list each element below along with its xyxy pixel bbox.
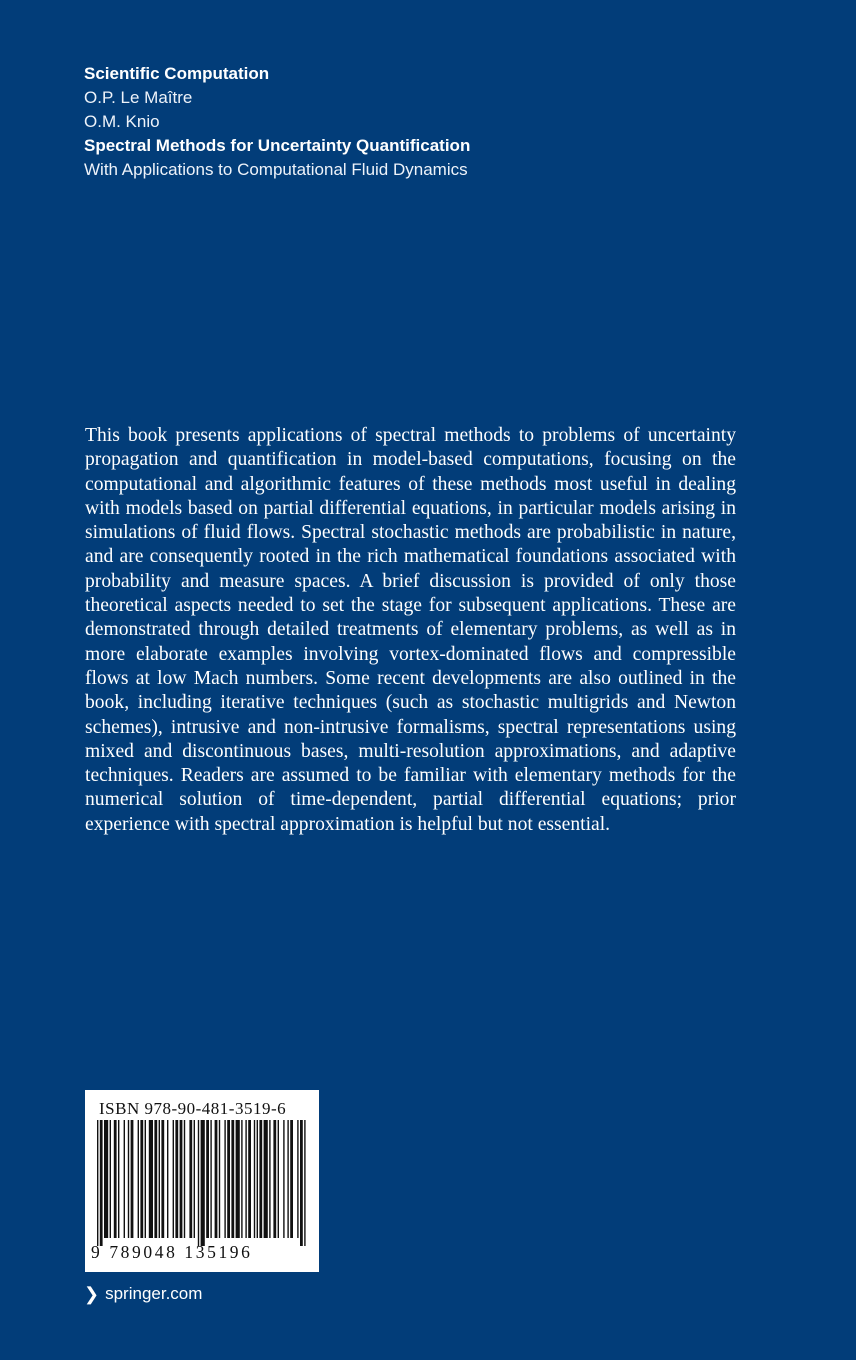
author-2: O.M. Knio bbox=[84, 112, 160, 131]
book-description: This book presents applications of spectral methods to problems of uncertainty propagation and quantification in model-based computations, focusing on the computational and algorithmic features of these methods most useful in dealing with models based on partial differential equations, in particular models arising in simulations of fluid flows. Spectral stochastic methods are probabilistic in nature, and are consequently rooted in the rich mathematical foundations associated with probability and measure spaces. A brief discussion is provided of only those theoretical aspects needed to set the stage for subsequent applications. These are demonstrated through detailed treatments of elementary problems, as well as in more elaborate examples involving vortex-dominated flows and compressible flows at low Mach numbers. Some recent developments are also outlined in the book, including iterative techniques (such as stochastic multigrids and Newton schemes), intrusive and non-intrusive formalisms, spectral representations using mixed and discontinuous bases, multi-resolution approximations, and adaptive techniques. Readers are assumed to be familiar with elementary methods for the numerical solution of time-dependent, partial differential equations; prior experience with spectral approximation is helpful but not essential. bbox=[85, 425, 736, 835]
isbn-label: ISBN 978-90-481-3519-6 bbox=[99, 1099, 287, 1118]
barcode-icon bbox=[97, 1120, 307, 1246]
author-1: O.P. Le Maître bbox=[84, 88, 193, 107]
publisher-url: springer.com bbox=[105, 1284, 203, 1303]
isbn-barcode-box bbox=[85, 1090, 319, 1272]
cover-header bbox=[84, 62, 644, 182]
book-title: Spectral Methods for Uncertainty Quantification bbox=[84, 136, 471, 155]
book-subtitle: With Applications to Computational Fluid Dynamics bbox=[84, 160, 468, 179]
series-name: Scientific Computation bbox=[84, 64, 270, 83]
publisher-link[interactable] bbox=[84, 1284, 202, 1304]
chevron-right-icon: ❯ bbox=[84, 1284, 100, 1304]
barcode-digits: 9 789048 135196 bbox=[91, 1242, 253, 1262]
